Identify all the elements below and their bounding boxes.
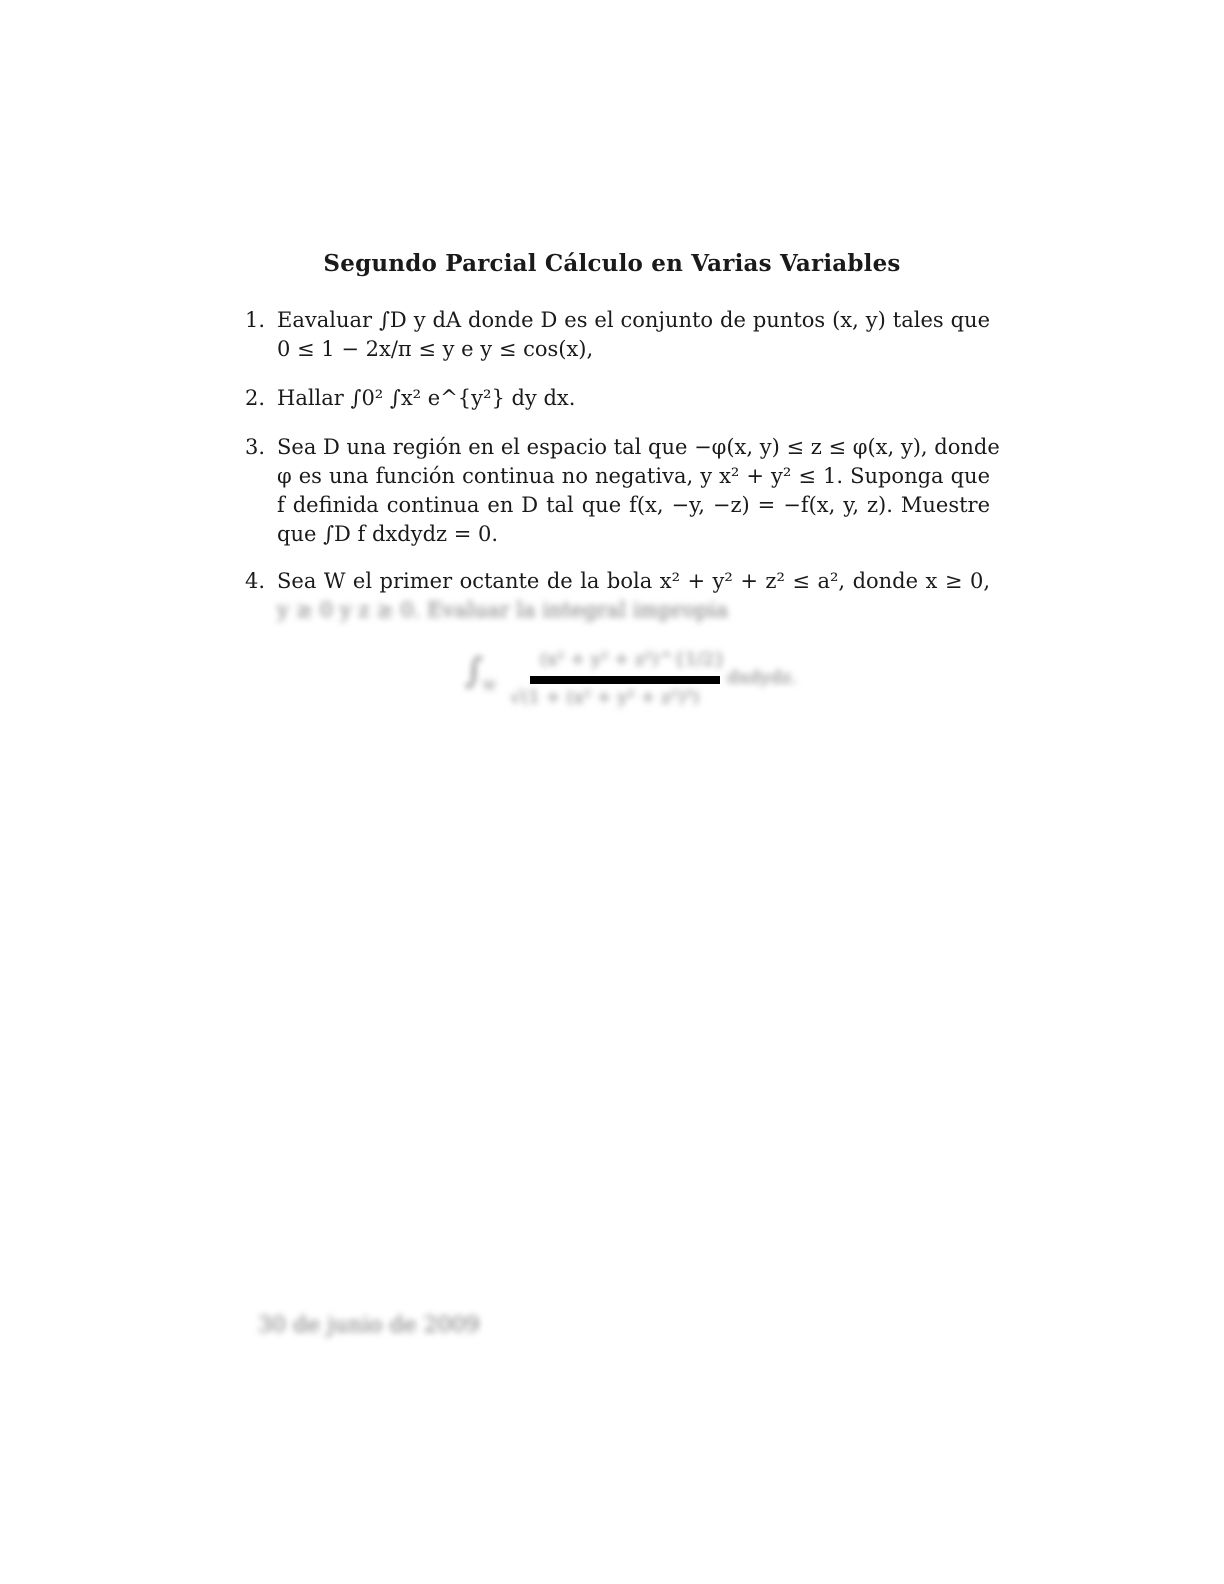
improper-integral-formula (455, 645, 815, 715)
problem-number: 2. (245, 386, 266, 410)
problem-number: 4. (245, 569, 266, 593)
problem-4 (245, 567, 990, 625)
problem-3-line-1: Sea D una región en el espacio tal que −φ(x, y) ≤ z ≤ φ(x, y), donde (277, 435, 1000, 459)
problem-number: 3. (245, 435, 266, 459)
footer-date: 30 de junio de 2009 (258, 1313, 480, 1338)
problem-1-line-1: Eavaluar ∫D y dA donde D es el conjunto de puntos (x, y) tales que (277, 308, 990, 332)
problem-4-line-2-blurred: y ≥ 0 y z ≥ 0. Evaluar la integral impropia (277, 598, 729, 622)
problem-1-line-2: 0 ≤ 1 − 2x/π ≤ y e y ≤ cos(x), (277, 337, 594, 361)
formula-differential: dxdydz. (727, 667, 798, 688)
problem-3-line-3: f definida continua en D tal que f(x, −y, −z) = −f(x, y, z). Muestre (277, 493, 990, 517)
problem-3 (245, 433, 1000, 549)
problem-number: 1. (245, 308, 266, 332)
problem-4-line-1: Sea W el primer octante de la bola x² + y² + z² ≤ a², donde x ≥ 0, (277, 569, 990, 593)
problem-3-line-2: φ es una función continua no negativa, y x² + y² ≤ 1. Suponga que (277, 464, 990, 488)
problem-1 (245, 306, 990, 364)
problem-3-line-4: que ∫D f dxdydz = 0. (277, 522, 499, 546)
exam-title: Segundo Parcial Cálculo en Varias Variables (323, 250, 901, 277)
formula-numerator: (x² + y² + z²)^{1/2} (540, 649, 726, 670)
problem-2-line-1: Hallar ∫0² ∫x² e^{y²} dy dx. (277, 386, 576, 410)
fraction-bar (530, 676, 720, 684)
integral-sign: $\int_W$ (465, 651, 497, 694)
problem-2 (245, 384, 990, 413)
formula-denominator: √(1 + (x² + y² + z²)³) (510, 687, 700, 708)
